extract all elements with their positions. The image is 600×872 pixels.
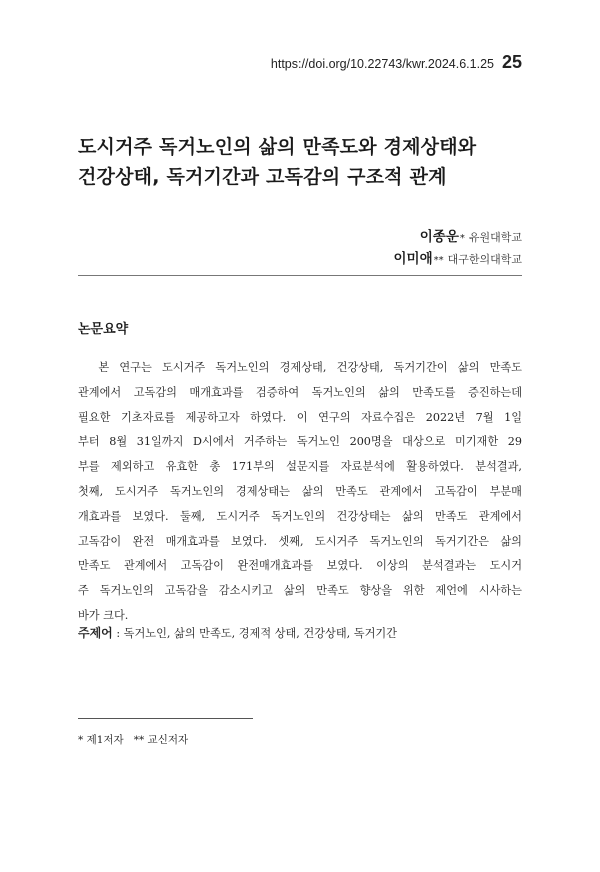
abstract-line: 고독감이 완전 매개효과를 보였다. 셋째, 도시거주 독거노인의 독거기간은 삶의 <box>78 534 522 548</box>
abstract-line: 주 독거노인의 고독감을 감소시키고 삶의 만족도 향상을 위한 제언에 시사하는 <box>78 584 522 598</box>
author-name: 이종운 <box>419 229 459 245</box>
paper-title <box>78 132 538 192</box>
abstract-line: 본 연구는 도시거주 독거노인의 경제상태, 건강상태, 독거기간이 삶의 만족도 <box>78 361 522 374</box>
abstract-line: 관계에서 고독감의 매개효과를 검증하여 독거노인의 삶의 만족도를 증진하는데 <box>78 385 522 399</box>
abstract-heading: 논문요약 <box>78 322 129 337</box>
keywords-text: 독거노인, 삶의 만족도, 경제적 상태, 건강상태, 독거기간 <box>123 627 397 640</box>
keywords-label: 주제어 <box>78 626 113 640</box>
abstract-line: 부터 8월 31일까지 D시에서 거주하는 독거노인 200명을 대상으로 미기재한 29 <box>78 435 522 449</box>
title-line-2: 건강상태, 독거기간과 고독감의 구조적 관계 <box>78 166 447 188</box>
author-affiliation: 유원대학교 <box>468 231 522 244</box>
footnote-divider <box>78 718 253 719</box>
author-mark: * <box>459 233 465 244</box>
author-2 <box>393 247 522 269</box>
title-line-1: 도시거주 독거노인의 삶의 만족도와 경제상태와 <box>78 136 477 158</box>
abstract-line: 필요한 기초자료를 제공하고자 하였다. 이 연구의 자료수집은 2022년 7월 1일 <box>78 410 522 424</box>
abstract-line: 개효과를 보였다. 둘째, 도시거주 독거노인의 건강상태는 삶의 만족도 관계에서 <box>78 509 522 523</box>
abstract-body <box>78 356 522 629</box>
abstract-line: 첫째, 도시거주 독거노인의 경제상태는 삶의 만족도 관계에서 고독감이 부분매 <box>78 484 522 498</box>
author-name: 이미애 <box>393 251 433 267</box>
author-affiliation: 대구한의대학교 <box>447 253 522 266</box>
author-block <box>393 225 522 269</box>
doi-link[interactable]: https://doi.org/10.22743/kwr.2024.6.1.25 <box>270 57 494 71</box>
page-header <box>271 52 522 73</box>
page-number: 25 <box>501 52 522 72</box>
keywords <box>78 624 397 641</box>
abstract-line: 부를 제외하고 유효한 총 171부의 설문지를 자료분석에 활용하였다. 분석결과, <box>78 460 522 474</box>
footnote: * 제1저자 ** 교신저자 <box>78 734 189 746</box>
keywords-separator: : <box>112 627 124 640</box>
header-divider <box>78 275 522 276</box>
abstract-line: 바가 크다. <box>78 608 129 622</box>
abstract-line: 만족도 관계에서 고독감이 완전매개효과를 보였다. 이상의 분석결과는 도시거 <box>78 559 522 573</box>
author-1 <box>393 225 522 247</box>
author-mark: ** <box>433 255 444 266</box>
